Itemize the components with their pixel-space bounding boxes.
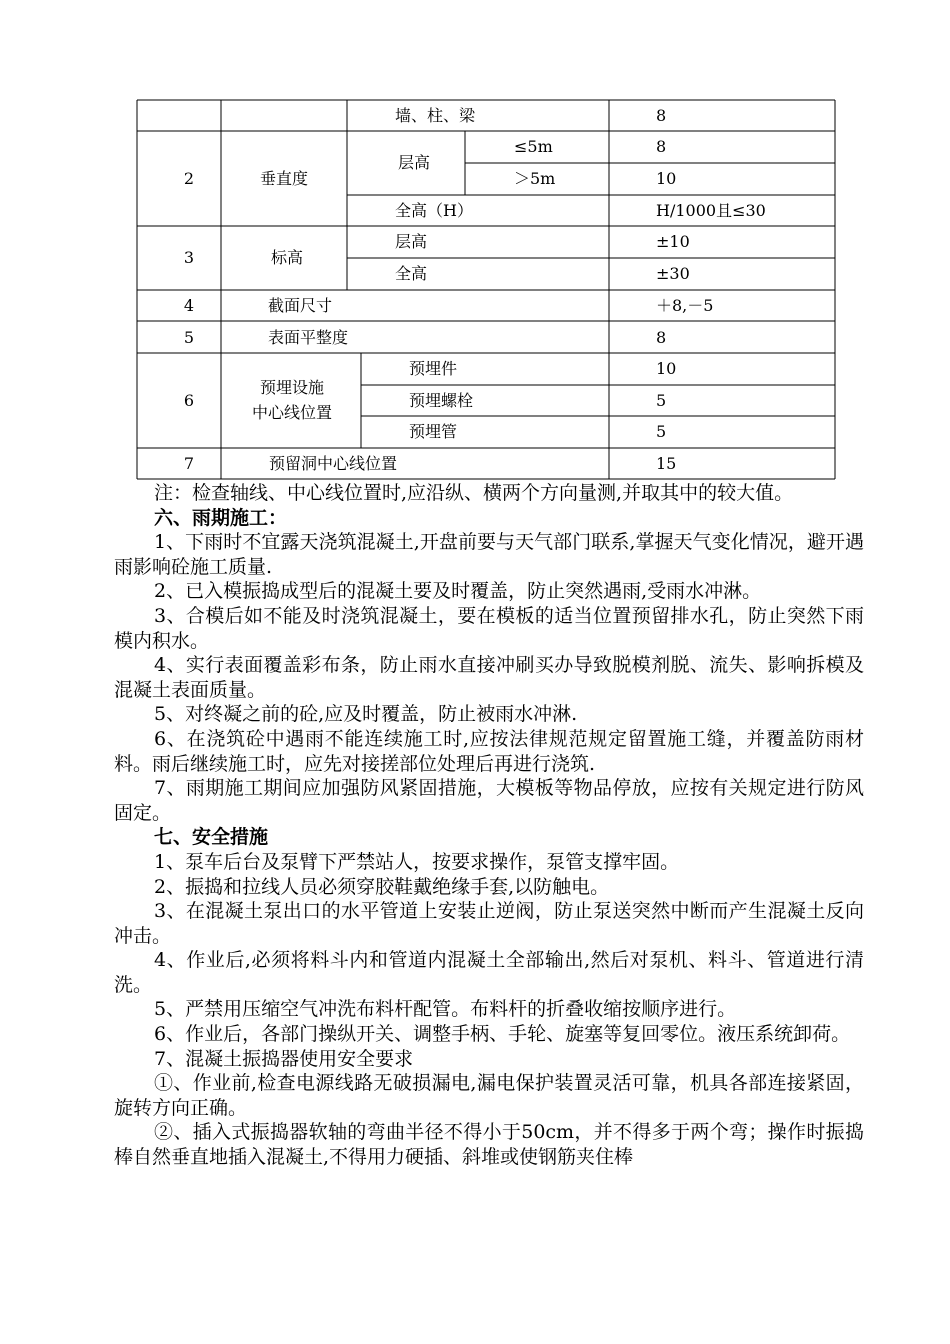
table-cell-value: ±10	[656, 232, 690, 251]
table-cell-no: 7	[183, 454, 195, 473]
table-cell-item: 截面尺寸	[268, 296, 333, 315]
table-cell-sub: 层高	[395, 232, 428, 251]
table-cell-value: H/1000且≤30	[656, 201, 766, 220]
paragraph: 1、泵车后台及泵臂下严禁站人，按要求操作，泵管支撑牢固。	[154, 850, 680, 873]
table-cell-value: ±30	[656, 264, 690, 283]
paragraph: 2、振捣和拉线人员必须穿胶鞋戴绝缘手套,以防触电。	[154, 875, 610, 898]
table-cell-item: 垂直度	[259, 169, 309, 188]
table-cell-sub: 全高（H）	[395, 201, 473, 220]
section-heading-safety: 七、安全措施	[154, 826, 269, 849]
table-cell-value: 10	[656, 359, 677, 378]
table-cell-no: 3	[183, 248, 195, 267]
table-cell-value: 10	[656, 169, 677, 188]
table-cell-sub: 墙、柱、梁	[395, 106, 476, 125]
paragraph: 6、作业后，各部门操纵开关、调整手柄、手轮、旋塞等复回零位。液压系统卸荷。	[154, 1023, 851, 1046]
table-cell-value: 8	[656, 137, 667, 156]
paragraph: 6、在浇筑砼中遇雨不能连续施工时,应按法律规范规定留置施工缝，并覆盖防雨材料。雨后继续施工时，应先对接搓部位处理后再进行浇筑.	[114, 727, 864, 775]
table-cell-sub: 预埋螺栓	[409, 391, 474, 410]
table-cell-value: 8	[656, 328, 667, 347]
paragraph: 7、雨期施工期间应加强防风紧固措施，大模板等物品停放，应按有关规定进行防风固定。	[114, 777, 864, 824]
table-cell-item-line2: 中心线位置	[251, 403, 333, 422]
table-cell-no: 4	[183, 296, 195, 315]
table-cell-sub2: ≤5m	[514, 137, 553, 156]
document-body	[114, 481, 864, 1170]
paragraph: 2、已入模振捣成型后的混凝土要及时覆盖，防止突然遇雨,受雨水冲淋。	[154, 580, 762, 603]
paragraph: 1、下雨时不宜露天浇筑混凝土,开盘前要与天气部门联系,掌握天气变化情况，避开遇雨影响砼施工质量.	[114, 531, 864, 578]
table-cell-value: 5	[656, 391, 667, 410]
paragraph: ①、作业前,检查电源线路无破损漏电,漏电保护装置灵活可靠，机具各部连接紧固，旋转方向正确。	[114, 1072, 864, 1119]
table-cell-item: 预留洞中心线位置	[269, 454, 398, 473]
table-cell-no: 6	[183, 391, 195, 410]
table-cell-item-line1: 预埋设施	[259, 378, 325, 397]
table-cell-sub2: ＞5m	[514, 169, 556, 188]
table-cell-sub: 预埋管	[409, 422, 458, 441]
table-cell-sub: 预埋件	[409, 359, 458, 378]
table-cell-no: 5	[183, 328, 195, 347]
paragraph-note: 注：检查轴线、中心线位置时,应沿纵、横两个方向量测,并取其中的较大值。	[154, 482, 794, 504]
paragraph: 4、作业后,必须将料斗内和管道内混凝土全部输出,然后对泵机、料斗、管道进行清洗。	[114, 949, 864, 996]
paragraph: 7、混凝土振捣器使用安全要求	[154, 1047, 414, 1070]
table-cell-sub: 层高	[397, 153, 431, 172]
table-cell-item: 表面平整度	[268, 328, 349, 347]
table-cell-value: 15	[656, 454, 677, 473]
table-cell-sub: 全高	[395, 264, 428, 283]
table-cell-no: 2	[183, 169, 195, 188]
inspection-table-grid	[0, 0, 950, 480]
section-heading-rainy-season: 六、雨期施工：	[154, 506, 288, 529]
paragraph: ②、插入式振捣器软轴的弯曲半径不得小于50cm，并不得多于两个弯；操作时振捣棒自然垂直地插入混凝土,不得用力硬插、斜堆或使钢筋夹住棒	[114, 1121, 864, 1169]
table-cell-value: 5	[656, 422, 667, 441]
paragraph: 5、对终凝之前的砼,应及时覆盖，防止被雨水冲淋.	[154, 703, 578, 726]
paragraph: 5、严禁用压缩空气冲洗布料杆配管。布料杆的折叠收缩按顺序进行。	[154, 998, 737, 1021]
paragraph: 3、在混凝土泵出口的水平管道上安装止逆阀，防止泵送突然中断而产生混凝土反向冲击。	[114, 900, 864, 947]
paragraph: 3、合模后如不能及时浇筑混凝土，要在模板的适当位置预留排水孔，防止突然下雨模内积水。	[114, 604, 864, 652]
table-cell-item: 标高	[270, 248, 304, 267]
table-cell-value: 8	[656, 106, 667, 125]
table-cell-value: ＋8,－5	[656, 296, 714, 315]
paragraph: 4、实行表面覆盖彩布条，防止雨水直接冲刷买办导致脱模剂脱、流失、影响拆模及混凝土表面质量。	[114, 654, 864, 701]
